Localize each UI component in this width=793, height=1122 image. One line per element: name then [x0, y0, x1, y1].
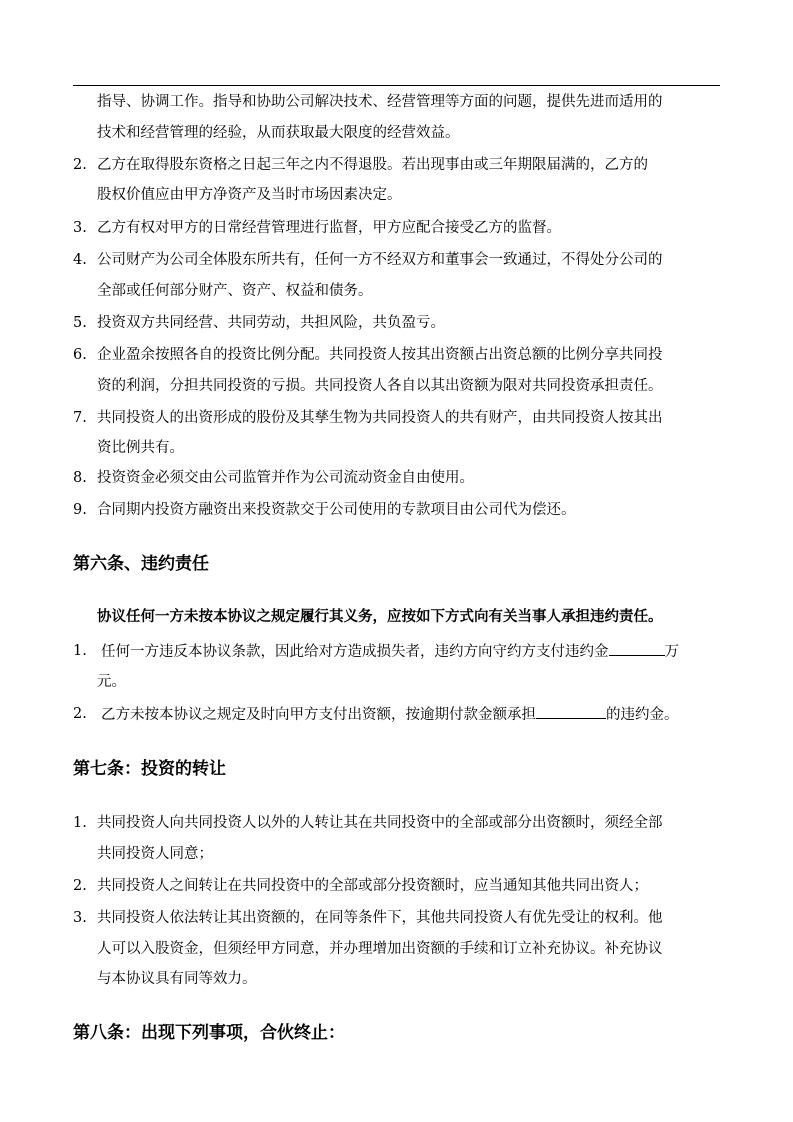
list-item-number: 2.: [73, 878, 87, 894]
list-item-text: 投资双方共同经营、共同劳动，共担风险，共负盈亏。: [97, 315, 445, 331]
list-item-text: 共同投资人同意；: [97, 846, 213, 862]
list-item-number: 7.: [73, 410, 87, 426]
penalty-clause-2-text: 乙方未按本协议之规定及时向甲方支付出资额，按逾期付款金额承担: [101, 707, 536, 723]
list-item-number: 5.: [73, 315, 87, 331]
list-item-text: 股权价值应由甲方净资产及当时市场因素决定。: [97, 187, 402, 203]
list-item-text: 公司财产为公司全体股东所共有，任何一方不经双方和董事会一致通过，不得处分公司的: [97, 252, 663, 268]
top-item-line-1: 指导、协调工作。指导和协助公司解决技术、经营管理等方面的问题，提供先进而适用的: [97, 94, 663, 110]
list-item-text: 与本协议具有同等效力。: [97, 971, 257, 987]
list-item-text: 共同投资人的出资形成的股份及其孳生物为共同投资人的共有财产，由共同投资人按其出: [97, 410, 663, 426]
list-item-text: 资的利润，分担共同投资的亏损。共同投资人各自以其出资额为限对共同投资承担责任。: [97, 378, 663, 394]
list-item-text: 合同期内投资方融资出来投资款交于公司使用的专款项目由公司代为偿还。: [97, 502, 576, 518]
list-item-text: 人可以入股资金，但须经甲方同意，并办理增加出资额的手续和订立补充协议。补充协议: [97, 941, 663, 957]
list-item-text: 共同投资人依法转让其出资额的，在同等条件下，其他共同投资人有优先受让的权利。他: [97, 910, 663, 926]
overdue-rate-blank[interactable]: [536, 704, 606, 719]
list-item-text: 共同投资人之间转让在共同投资中的全部或部分投资额时，应当通知其他共同出资人；: [97, 878, 648, 894]
penalty-unit: 万: [664, 644, 679, 660]
list-item-text: 企业盈余按照各自的投资比例分配。共同投资人按其出资额占出资总额的比例分享共同投: [97, 347, 663, 363]
list-item-text: 乙方有权对甲方的日常经营管理进行监督，甲方应配合接受乙方的监督。: [97, 220, 561, 236]
penalty-clause-1-tail: 元。: [97, 674, 126, 690]
list-item-text: 共同投资人向共同投资人以外的人转让其在共同投资中的全部或部分出资额时，须经全部: [97, 815, 663, 831]
list-item-number: 1.: [73, 815, 87, 831]
article-8-heading: 第八条：出现下列事项，合伙终止：: [73, 1023, 345, 1043]
article-7-heading: 第七条：投资的转让: [73, 759, 226, 779]
list-item-number: 2.: [73, 706, 87, 722]
article-6-heading: 第六条、违约责任: [73, 554, 209, 574]
list-item-text: 乙方在取得股东资格之日起三年之内不得退股。若出现事由或三年期限届满的，乙方的: [97, 157, 648, 173]
list-item-number: 6.: [73, 347, 87, 363]
list-item-number: 9.: [73, 502, 87, 518]
list-item-text: 投资资金必须交由公司监管并作为公司流动资金自由使用。: [97, 470, 474, 486]
penalty-clause-2: [101, 704, 679, 725]
penalty-clause-1-text: 任何一方违反本协议条款，因此给对方造成损失者，违约方向守约方支付违约金: [101, 644, 609, 660]
penalty-clause-1: [101, 641, 679, 662]
penalty-clause-2-tail: 的违约金。: [606, 707, 679, 723]
list-item-number: 4.: [73, 252, 87, 268]
list-item-text: 资比例共有。: [97, 440, 184, 456]
list-item-number: 3.: [73, 910, 87, 926]
list-item-number: 8.: [73, 470, 87, 486]
article-6-intro: 协议任何一方未按本协议之规定履行其义务，应按如下方式向有关当事人承担违约责任。: [97, 608, 663, 625]
top-item-line-2: 技术和经营管理的经验，从而获取最大限度的经营效益。: [97, 125, 460, 141]
header-rule: [73, 85, 720, 86]
list-item-number: 3.: [73, 220, 87, 236]
list-item-number: 1.: [73, 643, 87, 659]
penalty-amount-blank[interactable]: [609, 641, 665, 656]
list-item-text: 全部或任何部分财产、资产、权益和债务。: [97, 283, 373, 299]
list-item-number: 2.: [73, 157, 87, 173]
